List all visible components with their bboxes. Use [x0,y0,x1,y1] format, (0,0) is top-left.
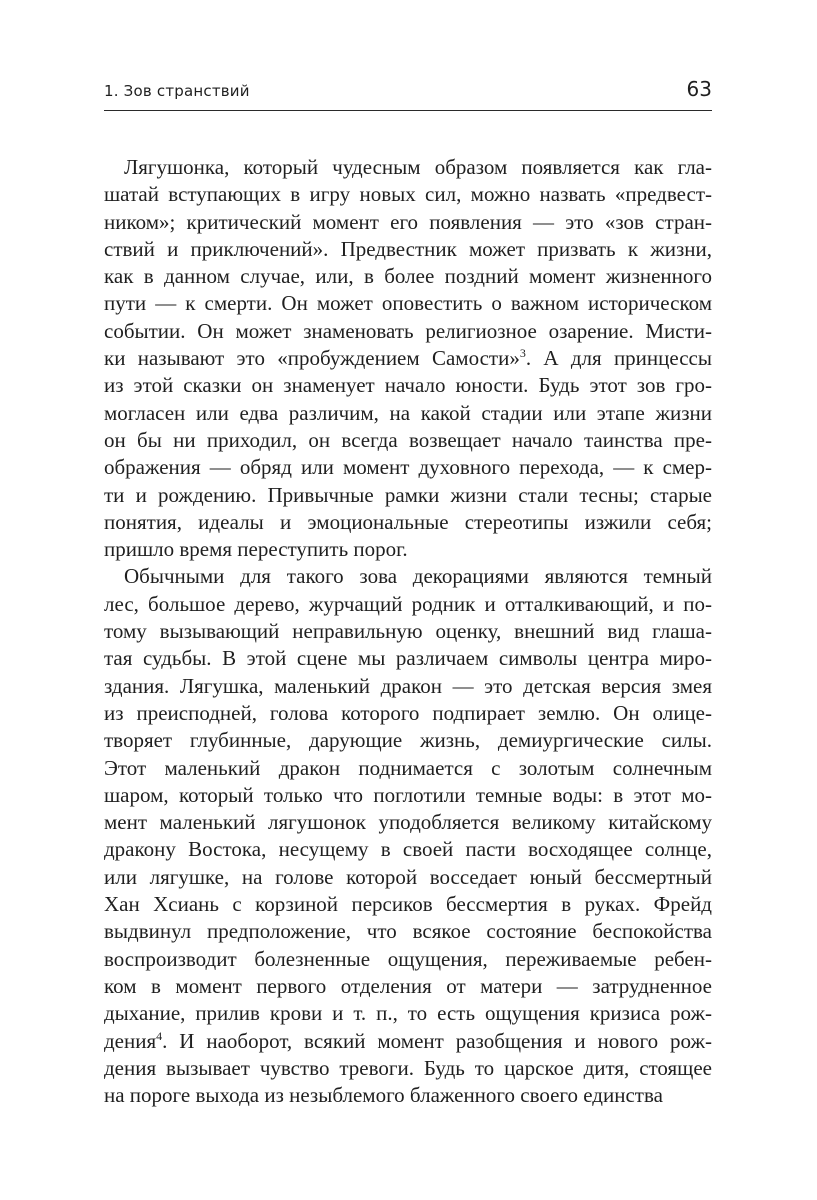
text-line: ки называют это «пробуждением Самости»$^3$. А для принцессы [104,346,712,371]
text-line: как в данном случае, или, в более поздний момент жизненного [104,264,712,289]
text-line: Этот маленький дракон поднимается с золотым солнечным [104,755,712,780]
running-header [104,76,712,111]
text-line: событии. Он может знаменовать религиозное озарение. Мисти- [104,318,712,343]
text-line: выдвинул предположение, что всякое состояние беспокойства [104,919,712,944]
text-line: понятия, идеалы и эмоциональные стереотипы изжили себя; [104,509,712,534]
text-line: лес, большое дерево, журчащий родник и отталкивающий, и по- [104,591,712,616]
text-line: тому вызывающий неправильную оценку, внешний вид глаша- [104,619,712,644]
chapter-title: 1. Зов странствий [104,82,250,100]
text-line: Обычными для такого зова декорациями являются темный [124,564,712,589]
page-number: 63 [686,77,712,101]
book-page [104,76,712,1109]
text-line: из преисподней, голова которого подпирает землю. Он олице- [104,700,712,725]
paragraph [104,154,712,563]
footnote-ref: 3 [519,346,526,361]
text-line: Лягушонка, который чудесным образом появляется как гла- [124,155,712,179]
text-line: ствий и приключений». Предвестник может призвать к жизни, [104,236,712,261]
text-line-rest: . И наоборот, всякий момент разобщения и нового рож- [162,1028,712,1053]
text-line: дения$^4$. И наоборот, всякий момент разобщения и нового рож- [104,1028,712,1053]
text-line: дыхание, прилив крови и т. п., то есть ощущения кризиса рож- [104,1001,712,1026]
text-line: ображения — обряд или момент духовного перехода, — к смер- [104,455,712,480]
text-line: или лягушке, на голове которой восседает юный бессмертный [104,864,712,889]
text-line: мент маленький лягушонок уподобляется великому китайскому [104,810,712,835]
text-line: ти и рождению. Привычные рамки жизни стали тесны; старые [104,482,712,507]
text-line: тая судьбы. В этой сцене мы различаем символы центра миро- [104,646,712,671]
text-line: он бы ни приходил, он всегда возвещает начало таинства пре- [104,427,712,452]
text-line: воспроизводит болезненные ощущения, переживаемые ребен- [104,946,712,971]
text-line-rest: . А для принцессы [525,346,712,371]
text-line: пришло время переступить порог. [104,537,408,562]
text-line: пути — к смерти. Он может оповестить о важном историческом [104,291,712,316]
text-line: здания. Лягушка, маленький дракон — это детская версия змея [104,673,712,698]
text-line: шатай вступающих в игру новых сил, можно назвать «предвест- [104,182,712,207]
paragraph [104,563,712,1109]
text-line: ком в момент первого отделения от матери — затрудненное [104,973,712,998]
text-line: ником»; критический момент его появления — это «зов стран- [104,209,712,234]
text-line: могласен или едва различим, на какой стадии или этапе жизни [104,400,712,425]
text-line: шаром, который только что поглотили темные воды: в этот мо- [104,782,712,807]
text-line: дения вызывает чувство тревоги. Будь то царское дитя, стоящее [104,1055,712,1080]
text-line: на пороге выхода из незыблемого блаженного своего единства [104,1083,663,1108]
text-line: из этой сказки он знаменует начало юности. Будь этот зов гро- [104,373,712,398]
text-line: Хан Хсиань с корзиной персиков бессмертия в руках. Фрейд [104,892,712,917]
footnote-ref: 4 [156,1028,163,1043]
text-line: дракону Востока, несущему в своей пасти восходящее солнце, [104,837,712,862]
text-line: творяет глубинные, дарующие жизнь, демиургические силы. [104,728,712,753]
body-text [104,154,712,1109]
